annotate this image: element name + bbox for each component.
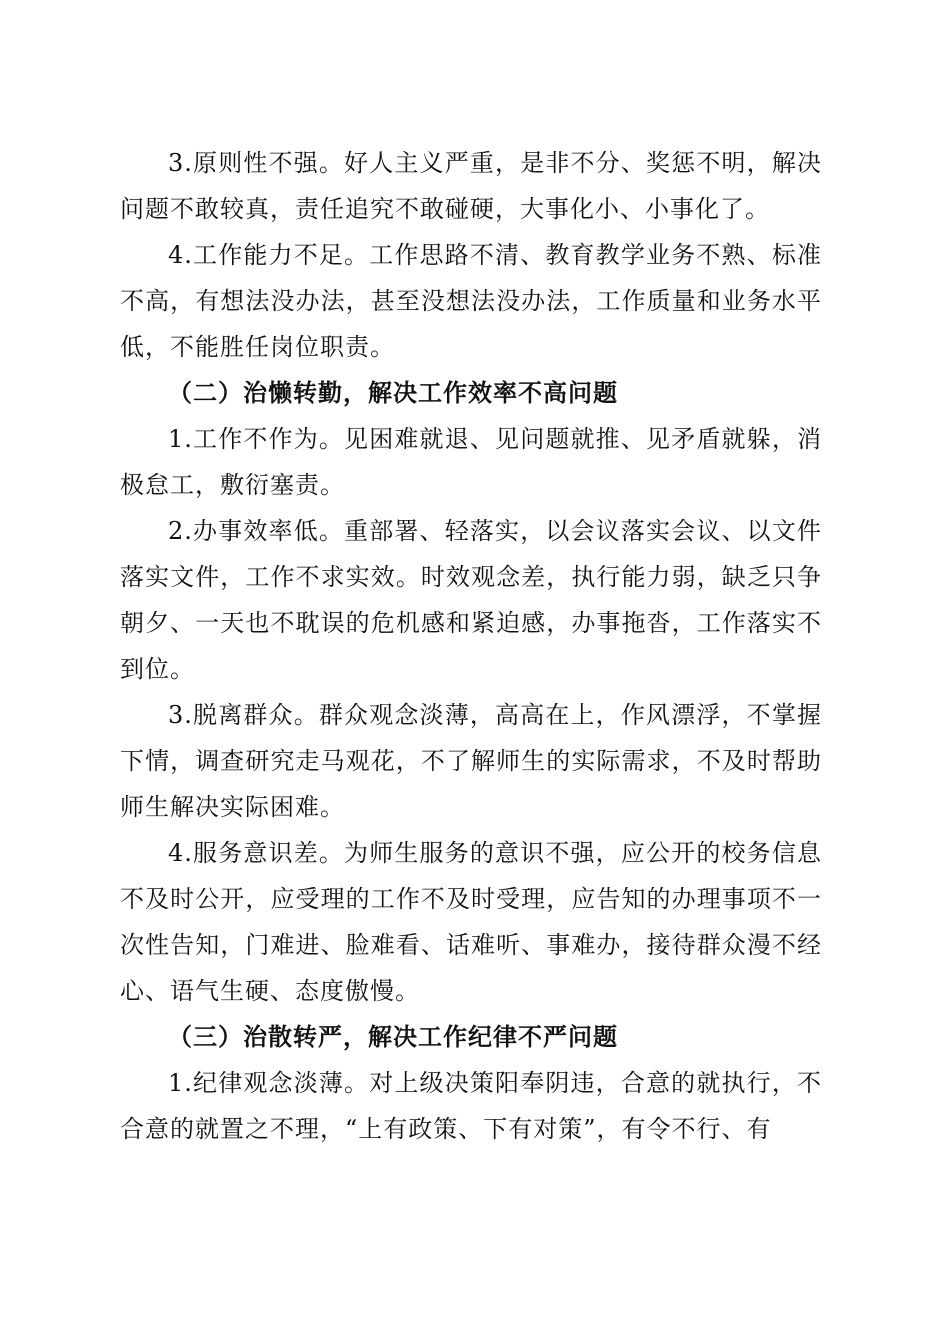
paragraph-discipline: 1.纪律观念淡薄。对上级决策阳奉阴违，合意的就执行，不合意的就置之不理，“上有政策、下有对策”，有令不行、有 bbox=[120, 1069, 822, 1143]
section-heading-3: （三）治散转严，解决工作纪律不严问题 bbox=[168, 1022, 618, 1051]
paragraph-efficiency: 2.办事效率低。重部署、轻落实，以会议落实会议、以文件落实文件，工作不求实效。时效观念差，执行能力弱，缺乏只争朝夕、一天也不耽误的危机感和紧迫感，办事拖沓，工作落实不到位。 bbox=[120, 517, 822, 683]
document-page bbox=[120, 140, 822, 1152]
paragraph-work-ability: 4.工作能力不足。工作思路不清、教育教学业务不熟、标准不高，有想法没办法，甚至没想法没办法，工作质量和业务水平低，不能胜任岗位职责。 bbox=[120, 241, 822, 361]
paragraph-detached: 3.脱离群众。群众观念淡薄，高高在上，作风漂浮，不掌握下情，调查研究走马观花，不了解师生的实际需求，不及时帮助师生解决实际困难。 bbox=[120, 701, 822, 821]
paragraph-service: 4.服务意识差。为师生服务的意识不强，应公开的校务信息不及时公开，应受理的工作不及时受理，应告知的办理事项不一次性告知，门难进、脸难看、话难听、事难办，接待群众漫不经心、语气生硬、态度傲慢。 bbox=[120, 839, 822, 1005]
section-heading-2: （二）治懒转勤，解决工作效率不高问题 bbox=[168, 378, 618, 407]
paragraph-principle: 3.原则性不强。好人主义严重，是非不分、奖惩不明，解决问题不敢较真，责任追究不敢碰硬，大事化小、小事化了。 bbox=[120, 149, 822, 223]
paragraph-inaction: 1.工作不作为。见困难就退、见问题就推、见矛盾就躲，消极怠工，敷衍塞责。 bbox=[120, 425, 822, 499]
